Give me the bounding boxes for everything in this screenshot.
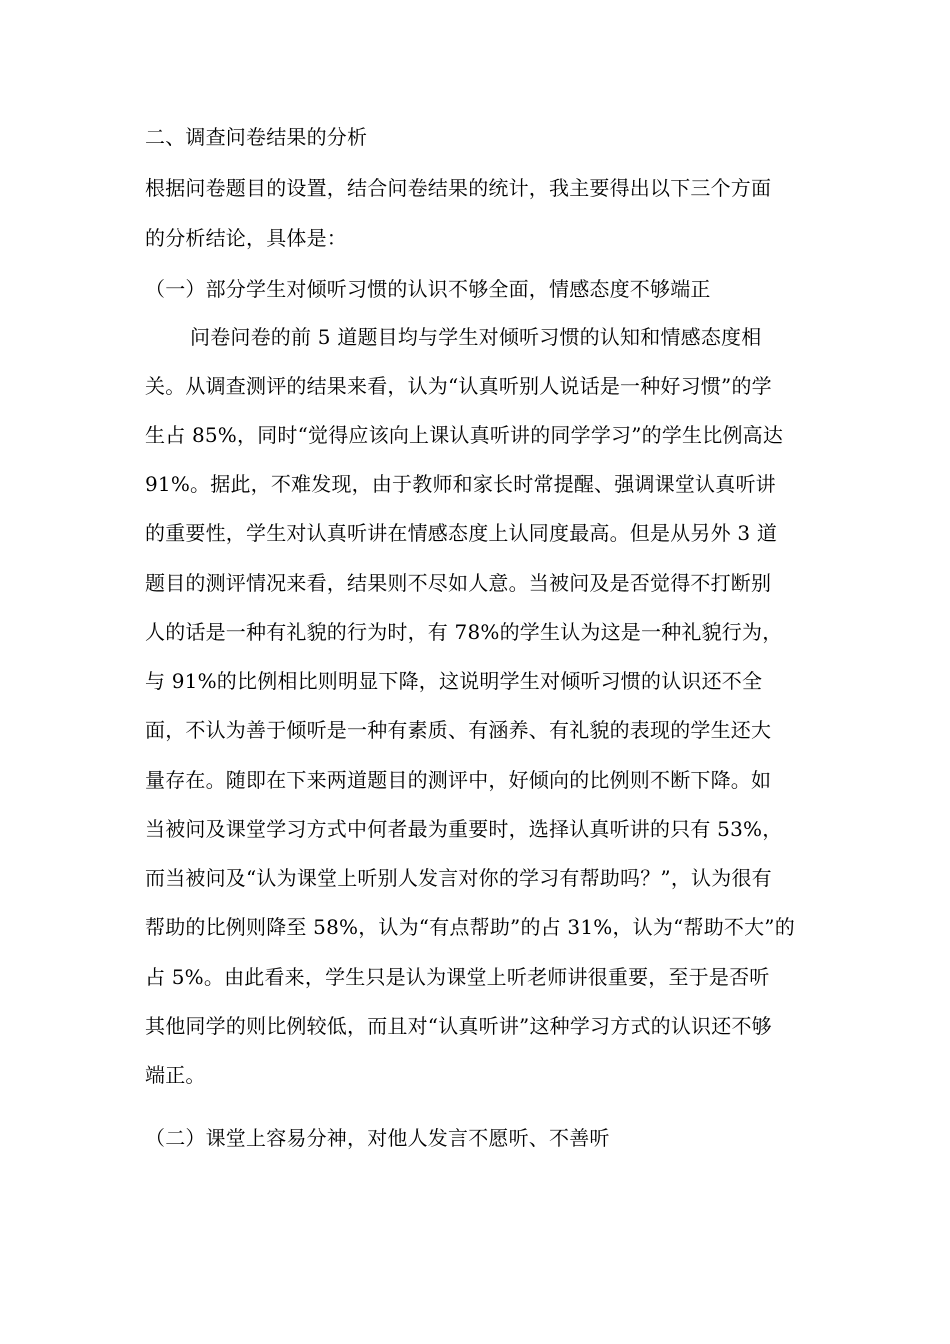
paragraph-line: 问卷问卷的前 5 道题目均与学生对倾听习惯的认知和情感态度相	[190, 325, 762, 349]
paragraph-line: 占 5%。由此看来，学生只是认为课堂上听老师讲很重要，至于是否听	[145, 965, 770, 989]
intro-line-2: 的分析结论，具体是：	[145, 226, 347, 250]
paragraph-line: 关。从调查测评的结果来看，认为“认真听别人说话是一种好习惯”的学	[145, 374, 772, 398]
paragraph-line: 帮助的比例则降至 58%，认为“有点帮助”的占 31%，认为“帮助不大”的	[145, 915, 795, 939]
section-title: 二、调查问卷结果的分析	[145, 125, 368, 149]
intro-line-1: 根据问卷题目的设置，结合问卷结果的统计，我主要得出以下三个方面	[145, 176, 772, 200]
paragraph-line: 当被问及课堂学习方式中何者最为重要时，选择认真听讲的只有 53%，	[145, 817, 783, 841]
paragraph-line: 端正。	[145, 1063, 206, 1087]
paragraph-line: 而当被问及“认为课堂上听别人发言对你的学习有帮助吗？”，认为很有	[145, 866, 772, 890]
paragraph-line: 量存在。随即在下来两道题目的测评中，好倾向的比例则不断下降。如	[145, 768, 772, 792]
paragraph-line: 与 91%的比例相比则明显下降，这说明学生对倾听习惯的认识还不全	[145, 669, 763, 693]
subsection-1-title: （一）部分学生对倾听习惯的认识不够全面，情感态度不够端正	[145, 277, 711, 301]
paragraph-line: 的重要性，学生对认真听讲在情感态度上认同度最高。但是从另外 3 道	[145, 521, 778, 545]
paragraph-line: 面，不认为善于倾听是一种有素质、有涵养、有礼貌的表现的学生还大	[145, 718, 772, 742]
paragraph-line: 生占 85%，同时“觉得应该向上课认真听讲的同学学习”的学生比例高达	[145, 423, 784, 447]
subsection-2-title: （二）课堂上容易分神，对他人发言不愿听、不善听	[145, 1126, 610, 1150]
paragraph-line: 题目的测评情况来看，结果则不尽如人意。当被问及是否觉得不打断别	[145, 571, 772, 595]
paragraph-line: 人的话是一种有礼貌的行为时，有 78%的学生认为这是一种礼貌行为，	[145, 620, 783, 644]
paragraph-line: 其他同学的则比例较低，而且对“认真听讲”这种学习方式的认识还不够	[145, 1014, 772, 1038]
paragraph-line: 91%。据此，不难发现，由于教师和家长时常提醒、强调课堂认真听讲	[145, 472, 776, 496]
